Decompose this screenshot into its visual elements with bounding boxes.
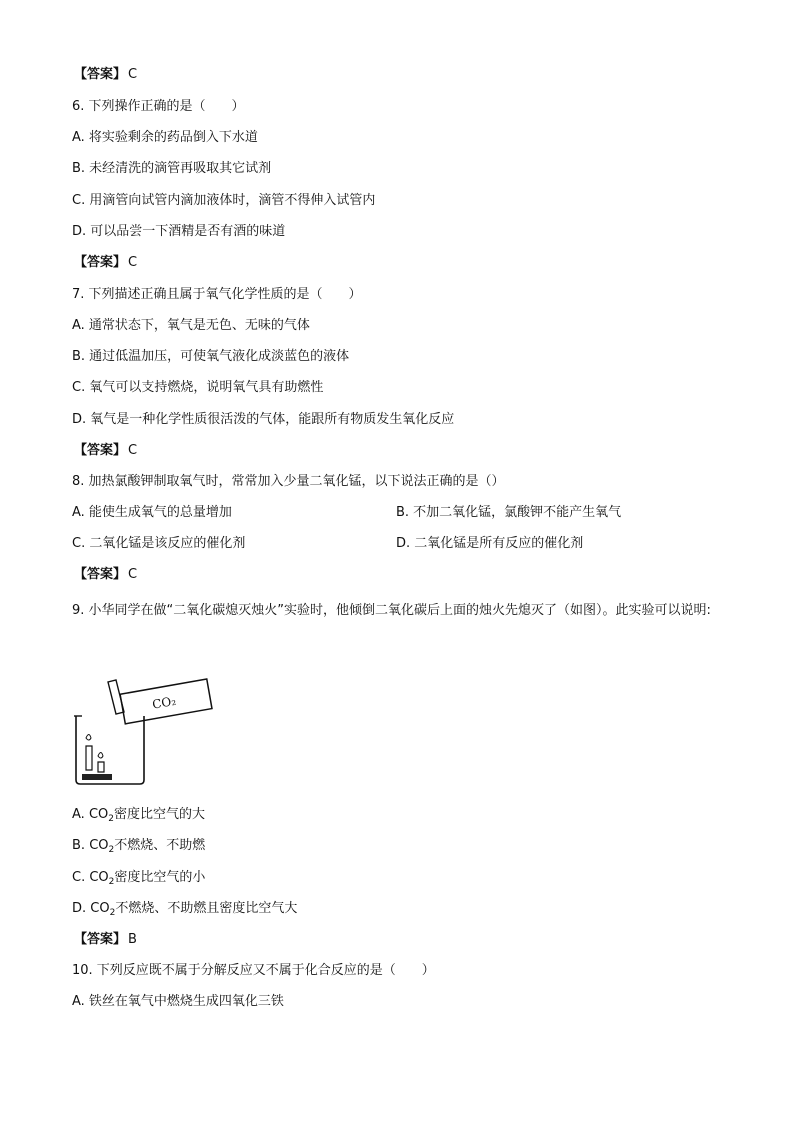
short-candle: [98, 762, 104, 772]
question-6-option-a: A. 将实验剩余的药品倒入下水道: [72, 130, 258, 145]
answer-line: [74, 442, 137, 460]
stand: [82, 774, 112, 780]
option-text: 不燃烧、不助燃且密度比空气大: [115, 901, 298, 916]
question-7-option-a: A. 通常状态下，氧气是无色、无味的气体: [72, 318, 310, 333]
answer-value: C: [128, 567, 138, 582]
question-8-option-a: A. 能使生成氧气的总量增加: [72, 505, 232, 520]
subscript: 2: [109, 908, 116, 918]
flame-icon: [98, 753, 103, 759]
answer-value: B: [128, 932, 137, 947]
tall-candle: [86, 746, 92, 770]
question-7-option-d: D. 氧气是一种化学性质很活泼的气体，能跟所有物质发生氧化反应: [72, 412, 455, 427]
question-8-option-d: D. 二氧化锰是所有反应的催化剂: [396, 536, 584, 551]
question-6-option-c: C. 用滴管向试管内滴加液体时，滴管不得伸入试管内: [72, 193, 376, 208]
answer-value: C: [128, 255, 138, 270]
option-prefix: B.: [72, 838, 90, 853]
answer-label: 【答案】: [74, 567, 127, 582]
question-8-stem: 8. 加热氯酸钾制取氧气时，常常加入少量二氧化锰，以下说法正确的是（）: [72, 474, 505, 489]
co2-container: [120, 679, 212, 724]
subscript: 2: [108, 877, 115, 887]
question-10-option-a: A. 铁丝在氧气中燃烧生成四氧化三铁: [72, 994, 284, 1009]
experiment-figure: [72, 676, 222, 788]
co2-pouring-diagram: [72, 676, 222, 788]
question-7-stem: 7. 下列描述正确且属于氧气化学性质的是（ ）: [72, 287, 362, 302]
question-9-option-d: [72, 900, 297, 922]
question-8-option-b: B. 不加二氧化锰，氯酸钾不能产生氧气: [396, 505, 622, 520]
co2-formula: CO: [90, 901, 110, 916]
answer-line: [74, 254, 137, 272]
question-6-stem: 6. 下列操作正确的是（ ）: [72, 99, 245, 114]
question-9-option-c: [72, 869, 205, 891]
question-7-option-c: C. 氧气可以支持燃烧，说明氧气具有助燃性: [72, 380, 324, 395]
answer-label: 【答案】: [74, 67, 127, 82]
question-10-stem: 10. 下列反应既不属于分解反应又不属于化合反应的是（ ）: [72, 963, 435, 978]
flame-icon: [86, 735, 91, 741]
option-prefix: C.: [72, 870, 90, 885]
subscript: 2: [108, 845, 115, 855]
question-7-option-b: B. 通过低温加压，可使氧气液化成淡蓝色的液体: [72, 349, 350, 364]
answer-value: C: [128, 443, 138, 458]
option-prefix: D.: [72, 901, 91, 916]
answer-line: [74, 66, 137, 84]
option-prefix: A.: [72, 807, 89, 822]
co2-label: CO₂: [151, 693, 178, 712]
question-9-option-b: [72, 837, 205, 859]
option-text: 不燃烧、不助燃: [114, 838, 206, 853]
answer-label: 【答案】: [74, 443, 127, 458]
co2-formula: CO: [89, 870, 109, 885]
answer-label: 【答案】: [74, 932, 127, 947]
option-text: 密度比空气的大: [113, 807, 205, 822]
co2-formula: CO: [89, 838, 109, 853]
answer-line: [74, 931, 137, 949]
question-9-stem: 9. 小华同学在做“二氧化碳熄灭烛火”实验时，他倾倒二氧化碳后上面的烛火先熄灭了（如图）。此实验可以说明:: [72, 603, 711, 618]
question-9-option-a: [72, 806, 205, 828]
answer-value: C: [128, 67, 138, 82]
option-text: 密度比空气的小: [114, 870, 206, 885]
co2-formula: CO: [88, 807, 109, 822]
question-8-option-c: C. 二氧化锰是该反应的催化剂: [72, 536, 246, 551]
container-mouth: [108, 680, 124, 714]
answer-line: [74, 566, 137, 584]
subscript: 2: [108, 814, 114, 824]
answer-label: 【答案】: [74, 255, 127, 270]
question-6-option-b: B. 未经清洗的滴管再吸取其它试剂: [72, 161, 272, 176]
question-6-option-d: D. 可以品尝一下酒精是否有酒的味道: [72, 224, 286, 239]
